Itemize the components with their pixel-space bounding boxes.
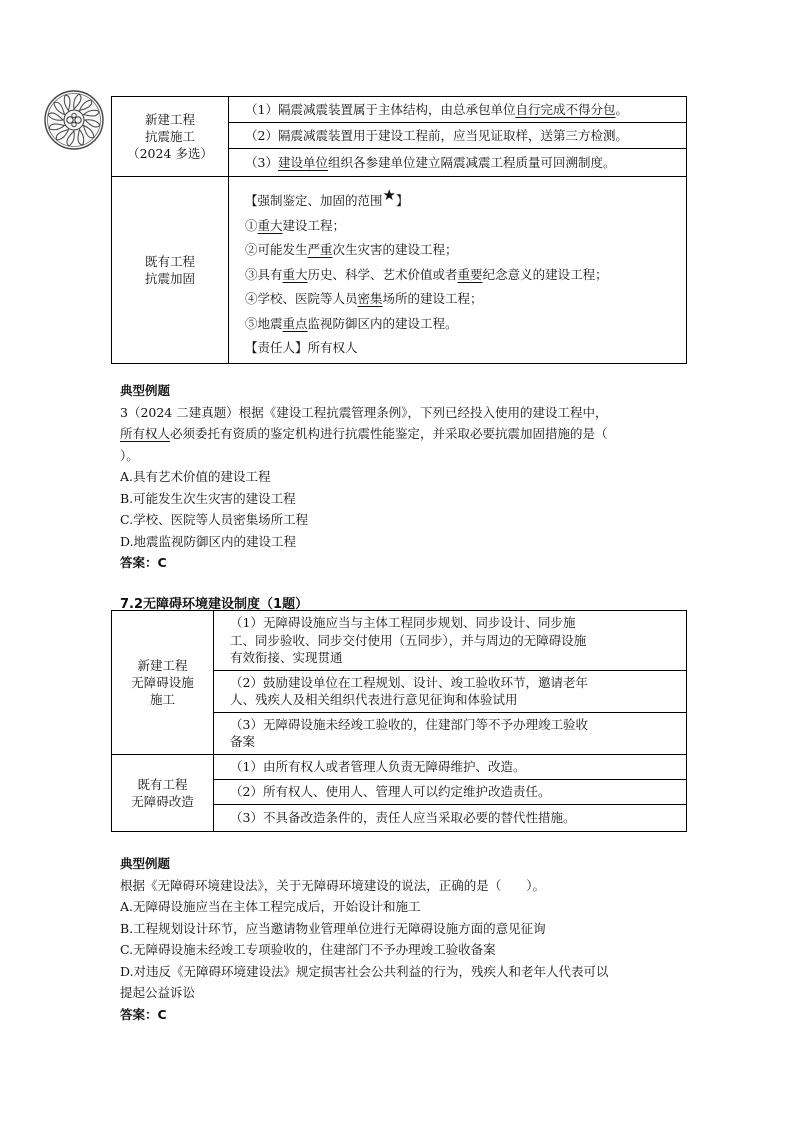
- scope-title: 【强制鉴定、加固的范围★】: [245, 186, 409, 208]
- question-line: 所有权人必须委托有资质的鉴定机构进行抗震性能鉴定，并采取必要抗震加固措施的是（: [120, 426, 608, 441]
- option-c: C.无障碍设施未经竣工专项验收的，住建部门不予办理竣工验收备案: [120, 942, 496, 957]
- option-c: C.学校、医院等人员密集场所工程: [120, 512, 309, 527]
- example-heading: 典型例题: [120, 856, 171, 871]
- example-heading: 典型例题: [120, 383, 171, 398]
- seismic-table: [111, 96, 687, 364]
- question-line: 根据《无障碍环境建设法》，关于无障碍环境建设的说法，正确的是（ ）。: [120, 877, 546, 893]
- option-a: A.无障碍设施应当在主体工程完成后，开始设计和施工: [120, 899, 421, 914]
- section-title: 7.2无障碍环境建设制度（1题）: [120, 597, 309, 612]
- row-label-new-barrier-free: 新建工程 无障碍设施 施工: [112, 611, 214, 755]
- table-cell: （2）鼓励建设单位在工程规划、设计、竣工验收环节，邀请老年 人、残疾人及相关组织代表进行意见征询和体验试用: [214, 670, 687, 712]
- example-1: [120, 380, 608, 574]
- table-cell: （1）隔震减震装置属于主体结构，由总承包单位自行完成不得分包。: [229, 97, 687, 123]
- list-item: ⑤地震重点监视防御区内的建设工程。: [245, 315, 458, 331]
- table-row: [112, 97, 687, 123]
- row-label-existing-barrier-free: 既有工程 无障碍改造: [112, 754, 214, 831]
- option-b: B.工程规划设计环节，应当邀请物业管理单位进行无障碍设施方面的意见征询: [120, 920, 546, 936]
- table-cell: （3）不具备改造条件的，责任人应当采取必要的替代性措施。: [214, 804, 687, 831]
- logo-emblem: [44, 90, 104, 150]
- question-line: 3（2024 二建真题）根据《建设工程抗震管理条例》，下列已经投入使用的建设工程中，: [120, 404, 608, 420]
- option-b: B.可能发生次生灾害的建设工程: [120, 490, 296, 506]
- responsible-party: 【责任人】所有权人: [245, 340, 358, 355]
- barrier-free-table: [111, 610, 687, 832]
- table-row: [112, 177, 687, 364]
- row-label-new-seismic: 新建工程 抗震施工 （2024 多选）: [112, 97, 229, 177]
- list-item: ④学校、医院等人员密集场所的建设工程；: [245, 291, 483, 306]
- answer: 答案：C: [120, 1006, 167, 1022]
- table-row: [112, 611, 687, 671]
- option-d: D.地震监视防御区内的建设工程: [120, 533, 297, 549]
- scope-cell: [229, 177, 687, 364]
- answer: 答案：C: [120, 555, 167, 570]
- option-d-continued: 提起公益诉讼: [120, 985, 196, 1000]
- list-item: ①重大建设工程；: [245, 217, 346, 233]
- table-cell: （3）建设单位组织各参建单位建立隔震减震工程质量可回溯制度。: [229, 149, 687, 177]
- list-item: ③具有重大历史、科学、艺术价值或者重要纪念意义的建设工程；: [245, 266, 608, 282]
- star-icon: ★: [382, 186, 396, 204]
- example-2: [120, 853, 609, 1025]
- list-item: ②可能发生严重次生灾害的建设工程；: [245, 242, 458, 257]
- table-cell: （3）无障碍设施未经竣工验收的，住建部门等不予办理竣工验收 备案: [214, 712, 687, 754]
- question-line: ）。: [120, 447, 139, 463]
- table-cell: （2）隔震减震装置用于建设工程前，应当见证取样，送第三方检测。: [229, 123, 687, 149]
- table-cell: （2）所有权人、使用人、管理人可以约定维护改造责任。: [214, 779, 687, 804]
- row-label-existing-seismic: 既有工程 抗震加固: [112, 177, 229, 364]
- option-a: A.具有艺术价值的建设工程: [120, 469, 271, 484]
- table-row: [112, 754, 687, 779]
- table-cell: （1）无障碍设施应当与主体工程同步规划、同步设计、同步施 工、同步验收、同步交付使用（五同步），并与周边的无障碍设施 有效衔接、实现贯通: [214, 611, 687, 671]
- table-cell: （1）由所有权人或者管理人负责无障碍维护、改造。: [214, 754, 687, 779]
- option-d: D.对违反《无障碍环境建设法》规定损害社会公共利益的行为，残疾人和老年人代表可以: [120, 963, 609, 979]
